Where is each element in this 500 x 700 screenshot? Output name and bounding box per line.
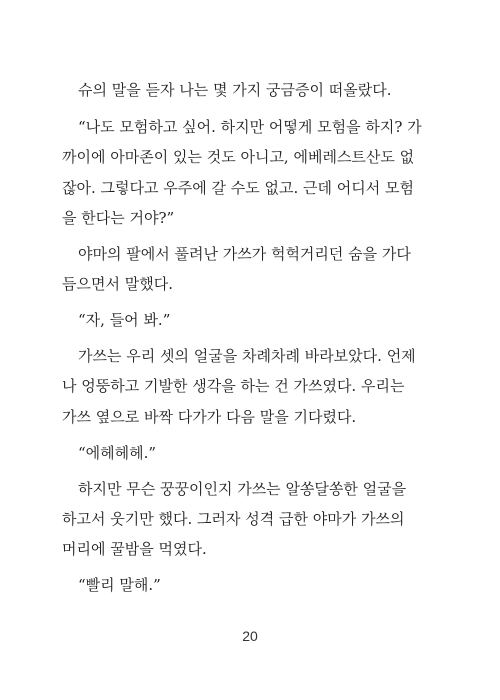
paragraph-line: 슈의 말을 듣자 나는 몇 가지 궁금증이 떠올랐다. [78, 81, 392, 99]
paragraph-line: 듬으면서 말했다. [62, 275, 173, 293]
paragraph-line: 머리에 꿀밤을 먹였다. [62, 540, 207, 558]
paragraph-line: 까이에 아마존이 있는 것도 아니고, 에베레스트산도 없 [62, 148, 415, 166]
paragraph-line: “자, 들어 봐.” [78, 311, 171, 329]
paragraph-line: 가쓰는 우리 셋의 얼굴을 차례차례 바라보았다. 언제 [78, 347, 416, 365]
paragraph-line: “나도 모험하고 싶어. 하지만 어떻게 모험을 하지? 가 [78, 118, 422, 136]
paragraph-line: 나 엉뚱하고 기발한 생각을 하는 건 가쓰였다. 우리는 [62, 377, 405, 395]
paragraph-line: 하고서 웃기만 했다. 그러자 성격 급한 야마가 가쓰의 [62, 510, 405, 528]
paragraph-line: 야마의 팔에서 풀려난 가쓰가 헉헉거리던 숨을 가다 [78, 245, 411, 263]
paragraph-line: 을 한다는 거야?” [62, 209, 175, 227]
page-number: 20 [242, 628, 258, 644]
paragraph-line: “에헤헤헤.” [78, 444, 157, 462]
paragraph-line: 하지만 무슨 꿍꿍이인지 가쓰는 알쏭달쏭한 얼굴을 [78, 480, 407, 498]
paragraph-line: “빨리 말해.” [78, 576, 161, 594]
paragraph-line: 가쓰 옆으로 바짝 다가가 다음 말을 기다렸다. [62, 408, 357, 426]
paragraph-line: 잖아. 그렇다고 우주에 갈 수도 없고. 근데 어디서 모험 [62, 179, 414, 197]
